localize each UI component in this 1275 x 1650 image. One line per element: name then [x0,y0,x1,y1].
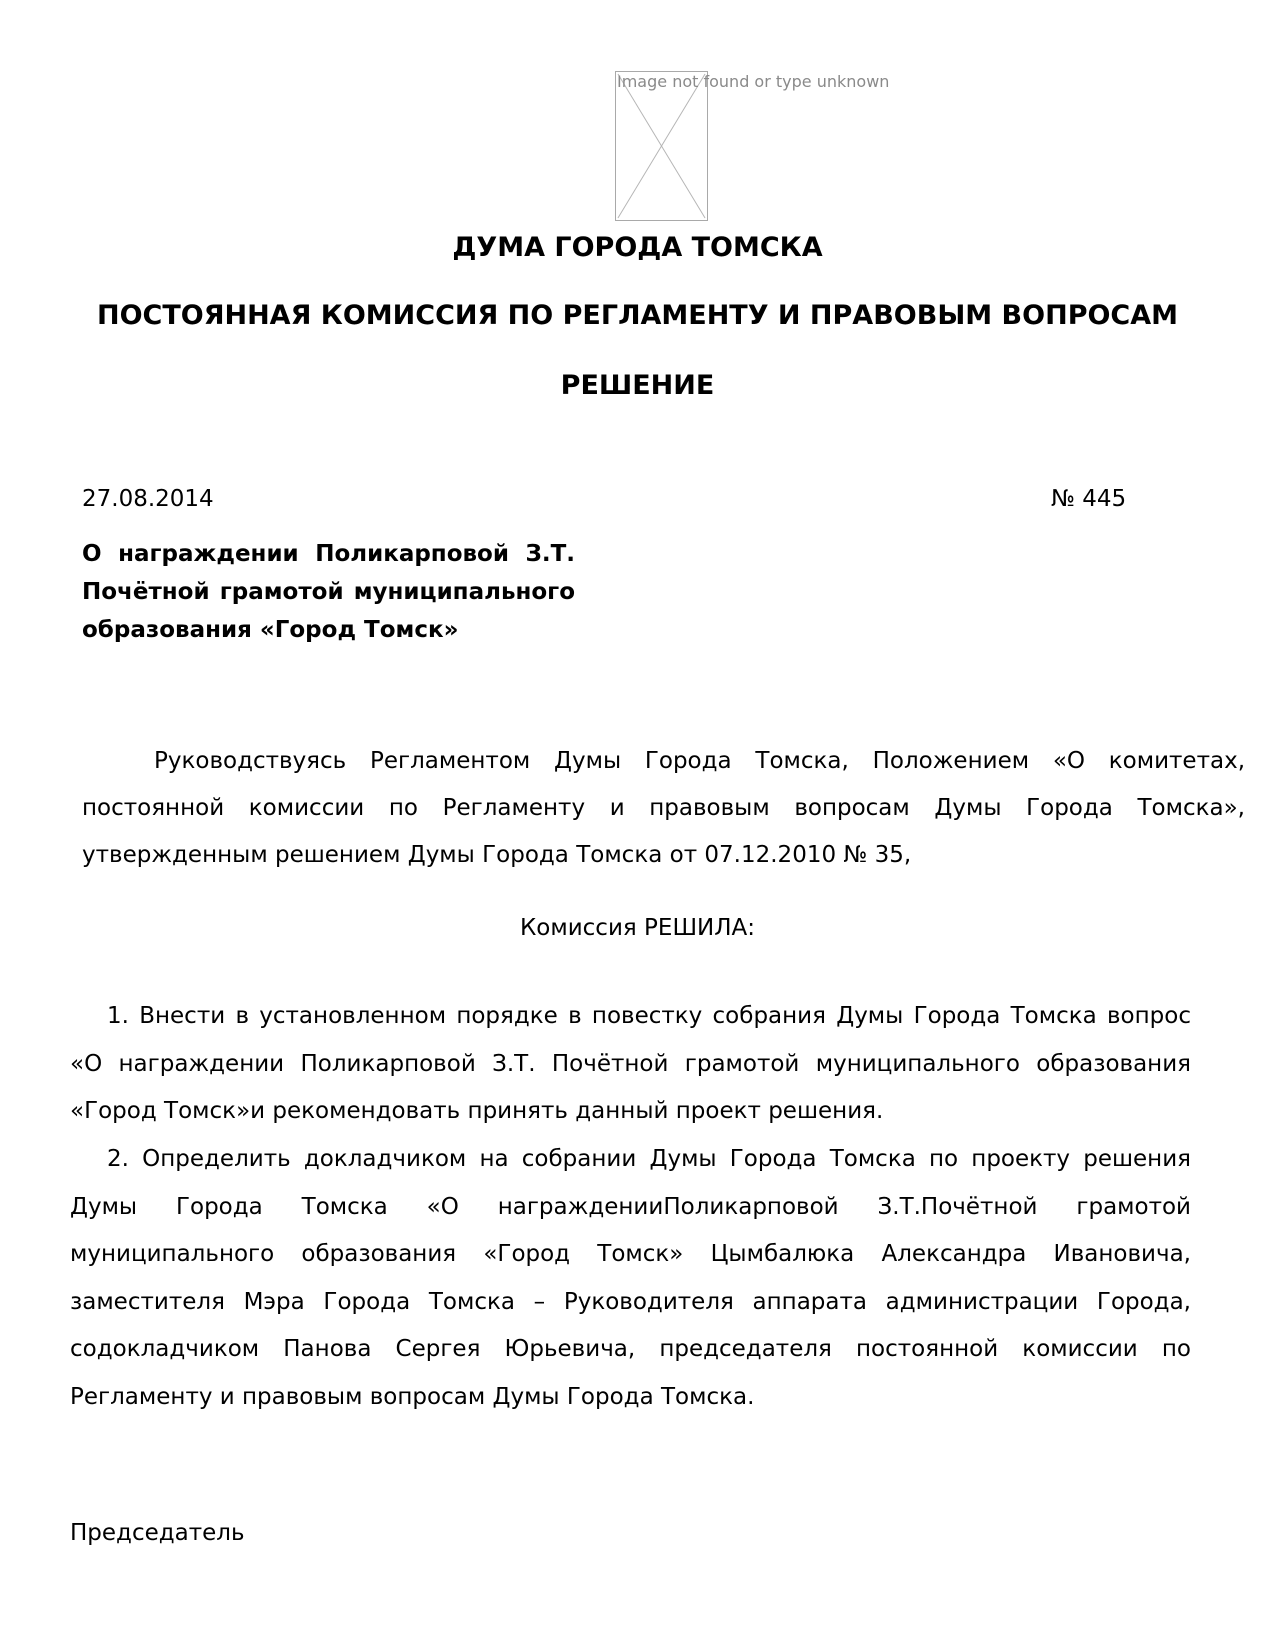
decision-number: № 445 [1051,486,1127,512]
broken-image-placeholder [615,71,708,221]
item-text: Определить докладчиком на собрании Думы Города Томска по проекту решения Думы Города Томска «О награжденииПоликарповой З.Т.Почётной грамотой муниципального образования «Город Томск» Цымбалюка Александра Ивановича, заместителя Мэра Города Томска – Руководителя аппарата администрации Города, содокладчиком Панова Сергея Юрьевича, председателя постоянной комиссии по Регламенту и правовым вопросам Думы Города Томска. [70,1146,1191,1410]
broken-image-icon [616,72,707,220]
chairman-label: Председатель [70,1520,245,1546]
preamble-paragraph: Руководствуясь Регламентом Думы Города Томска, Положением «О комитетах, постоянной комиссии по Регламенту и правовым вопросам Думы Города Томска», утвержденным решением Думы Города Томска от 07.12.2010 № 35, [82,748,1245,868]
document-type-title: РЕШЕНИЕ [560,370,715,401]
decision-item-1 [70,993,1191,1136]
item-text: Внести в установленном порядке в повестку собрания Думы Города Томска вопрос «О награждении Поликарповой З.Т. Почётной грамотой муниципального образования «Город Томск»и рекомендовать принять данный проект решения. [70,1003,1191,1124]
decision-subject: О награждении Поликарповой З.Т. Почётной грамотой муниципального образования «Город Томск» [82,541,575,643]
broken-image-alt-text: Image not found or type unknown [617,72,890,91]
item-marker: 1. [107,1003,140,1029]
item-marker: 2. [107,1146,143,1172]
decision-date: 27.08.2014 [82,486,214,512]
resolved-heading: Комиссия РЕШИЛА: [519,915,756,941]
decision-item-2 [70,1136,1191,1421]
commission-title: ПОСТОЯННАЯ КОМИССИЯ ПО РЕГЛАМЕНТУ И ПРАВОВЫМ ВОПРОСАМ [96,300,1179,331]
organization-title: ДУМА ГОРОДА ТОМСКА [452,232,823,263]
